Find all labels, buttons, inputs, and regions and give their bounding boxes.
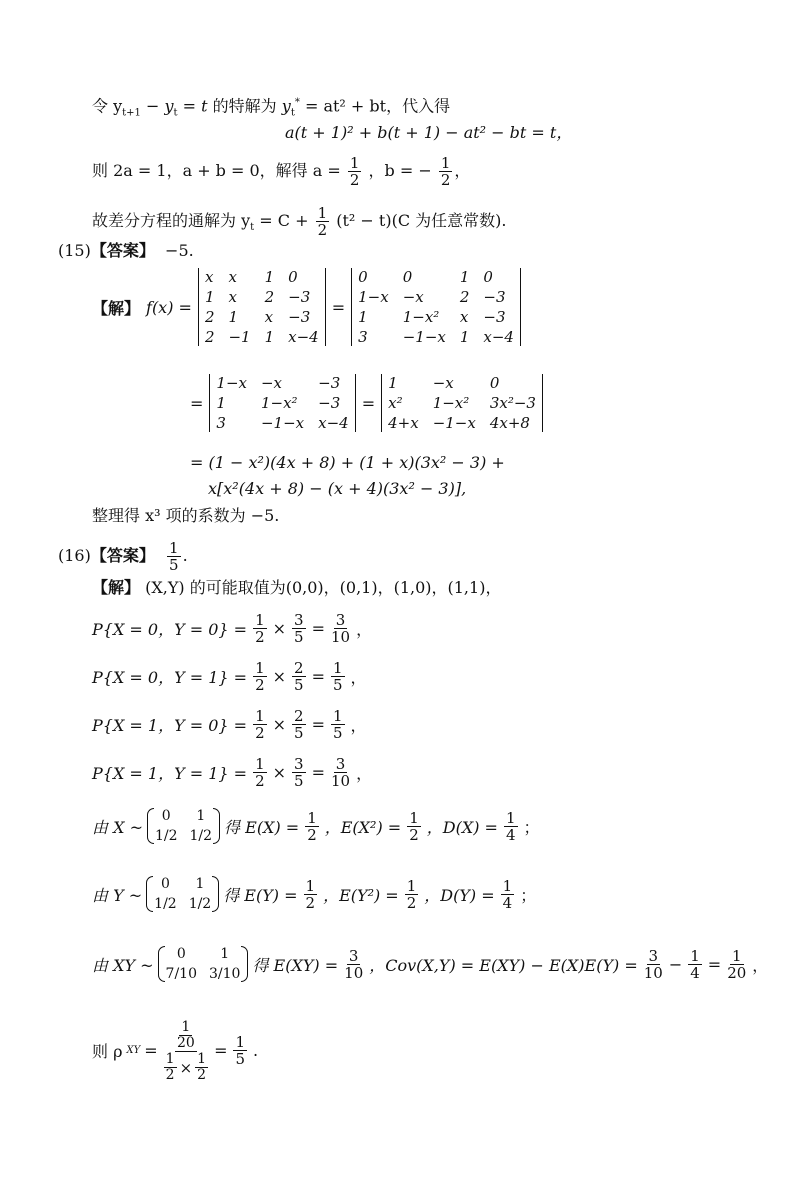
- diff-general-line: 故差分方程的通解为 $y_t = C$ + $\frac{1}{2}$ (t² − t)(C 为任意常数).: [92, 204, 507, 239]
- determinant-entry: x−4: [288, 328, 319, 346]
- determinant-entry: 0: [358, 268, 368, 286]
- fraction: $\frac{2}{5}$: [294, 707, 304, 742]
- fraction: $\frac{1}{2}$: [255, 755, 265, 790]
- probability-row: [92, 660, 367, 693]
- probability-row: [92, 756, 372, 789]
- probability-row: [92, 612, 372, 645]
- comma: ，: [350, 716, 367, 735]
- q15-expand-line2: x[x²(4x + 8) − (x + 4)(3x² − 3)],: [208, 479, 467, 498]
- equals: =: [190, 393, 204, 413]
- determinant-3x3-b: [381, 374, 543, 432]
- text: 得 E(XY) =: [252, 955, 339, 975]
- equals: =: [331, 297, 346, 317]
- fraction: $\frac{3}{10}$: [331, 755, 351, 790]
- fraction: $\frac{1}{2}$: [406, 876, 417, 912]
- q16-values-line: [92, 577, 501, 599]
- text: 由 XY ~: [92, 955, 154, 975]
- diff-intro-line: 令 $y_{t+1} - y_t = t$ 的特解为 $y_t^* = at^2$ + bt，代入得: [92, 96, 451, 119]
- determinant-entry: x: [204, 268, 214, 286]
- determinant-entry: 2: [204, 328, 215, 346]
- determinant-entry: 0: [288, 268, 298, 286]
- q15-expand-line1: = (1 − x²)(4x + 8) + (1 + x)(3x² − 3) +: [190, 453, 505, 472]
- equals: =: [144, 1041, 158, 1060]
- text: (X,Y) 的可能取值为(0,0)，(0,1)，(1,0)，(1,1)，: [145, 578, 502, 597]
- fraction: $\frac{1}{2}$: [305, 876, 316, 912]
- fraction: $\frac{3}{10}$: [344, 946, 364, 982]
- determinant-entry: x²: [388, 394, 403, 412]
- rho-line: [92, 1018, 258, 1083]
- answer-label: 【答案】: [90, 241, 155, 260]
- equals: =: [311, 667, 325, 686]
- determinant-entry: 1: [358, 308, 368, 326]
- determinant-entry: 1: [264, 328, 275, 346]
- fraction: $\frac{1}{4}$: [690, 946, 700, 982]
- determinant-entry: 1−x²: [260, 394, 298, 412]
- fraction: $\frac{1}{2}$: [349, 154, 360, 189]
- fraction: $\frac{2}{5}$: [294, 659, 304, 694]
- fraction: $\frac{1}{2}$: [440, 154, 451, 189]
- function-label: f(x) =: [146, 297, 192, 317]
- q15-solution-row2: [190, 374, 543, 432]
- solution-label: 【解】: [92, 298, 141, 318]
- probability-lhs: P{X = 0，Y = 1} =: [92, 668, 248, 687]
- determinant-entry: −x: [432, 374, 454, 392]
- xy-distribution-line: 由 XY ~ 0 1 7/10 3/10 得 E(XY) = $\frac{3}{10}$ ，Cov(X,Y) = E(XY) − E(X)E(Y) = $\frac{3}{10}$ − $\frac{1}{4}$ = $\frac{1}{20}$ ，: [92, 946, 769, 982]
- determinant-entry: x: [264, 308, 274, 326]
- text: ，D(Y) =: [424, 885, 495, 905]
- fraction: $\frac{1}{5}$: [333, 659, 343, 694]
- fraction: $\frac{1}{5}$: [235, 1033, 246, 1068]
- text: ；: [520, 885, 537, 905]
- text: ，Cov(X,Y) = E(XY) − E(X)E(Y) =: [369, 955, 638, 975]
- determinant-4x4-b: [351, 268, 521, 346]
- text: 则 2a = 1，a + b = 0，解得 a =: [92, 161, 341, 180]
- determinant-entry: −x: [402, 288, 424, 306]
- determinant-entry: 1−x²: [432, 394, 470, 412]
- fraction: $\frac{3}{10}$: [643, 946, 663, 982]
- determinant-entry: −x: [260, 374, 283, 392]
- fraction: $\frac{1}{2}$: [255, 659, 265, 694]
- equals: =: [361, 393, 376, 413]
- fraction: $\frac{3}{5}$: [294, 611, 304, 646]
- determinant-entry: 2: [459, 288, 470, 306]
- y-distribution-line: [92, 876, 536, 912]
- x-distribution-line: [92, 808, 540, 844]
- determinant-entry: 1: [459, 328, 470, 346]
- subscript: XY: [126, 1045, 141, 1056]
- times: ×: [272, 619, 287, 638]
- probability-lhs: P{X = 1，Y = 1} =: [92, 764, 248, 783]
- determinant-entry: 1−x: [216, 374, 247, 392]
- determinant-entry: 1−x: [358, 288, 389, 306]
- times: ×: [272, 715, 287, 734]
- comma: ，: [356, 620, 373, 639]
- equals: =: [311, 619, 325, 638]
- determinant-entry: 1: [216, 394, 226, 412]
- answer-label: 【答案】: [90, 546, 155, 565]
- fraction: $\frac{3}{10}$: [331, 611, 351, 646]
- diff-solve-line: 则 2a = 1，a + b = 0，解得 a = $\frac{1}{2}$ ，b = − $\frac{1}{2}$ ，: [92, 154, 471, 189]
- determinant-entry: 0: [489, 374, 500, 392]
- probability-row: [92, 708, 367, 741]
- equals: =: [311, 715, 325, 734]
- text: ，E(X²) =: [324, 817, 402, 837]
- fraction: $\frac{1}{20}$: [727, 946, 747, 982]
- text: ，b = −: [368, 161, 432, 180]
- fraction: $\frac{1}{2}$: [409, 808, 419, 844]
- subscript: t+1: [122, 107, 141, 119]
- text: ，E(Y²) =: [323, 885, 399, 905]
- determinant-entry: x: [228, 288, 237, 306]
- question-number: (15): [58, 241, 91, 260]
- answer-fraction: $\frac{1}{5}$: [169, 539, 179, 574]
- determinant-entry: 3: [216, 414, 226, 432]
- equals: =: [214, 1041, 228, 1060]
- times: ×: [272, 667, 287, 686]
- determinant-entry: x−4: [483, 328, 514, 346]
- determinant-entry: 1: [228, 308, 239, 326]
- text: 由 X ~: [92, 817, 143, 837]
- text: 故差分方程的通解为 y: [92, 211, 251, 230]
- fraction: $\frac{1}{2}$: [255, 707, 265, 742]
- determinant-entry: 1−x²: [402, 308, 440, 326]
- fraction: $\frac{1}{4}$: [502, 876, 513, 912]
- fraction: $\frac{1}{4}$: [505, 808, 516, 844]
- text: −: [668, 954, 683, 974]
- determinant-entry: x: [459, 308, 469, 326]
- q16-answer-line: (16)【答案】 $\frac{1}{5}$ .: [58, 539, 188, 574]
- determinant-entry: −3: [318, 374, 341, 392]
- correlation-fraction: $\frac{1}{20}$ $\frac{1}{2}$ × $\frac{1}{2}$: [165, 1019, 207, 1083]
- equals: =: [311, 763, 325, 782]
- text: ，: [752, 955, 769, 975]
- answer-value: −5.: [165, 241, 194, 260]
- comma: ，: [350, 668, 367, 687]
- text: = at² + bt，代入得: [304, 96, 451, 116]
- determinant-entry: 2: [204, 308, 215, 326]
- text: ，D(X) =: [426, 817, 498, 837]
- determinant-entry: x−4: [318, 414, 349, 432]
- determinant-entry: 2: [264, 288, 275, 306]
- xy-distribution-matrix: 0 1 7/10 3/10: [158, 946, 249, 982]
- determinant-entry: −3: [483, 308, 506, 326]
- text: (t² − t)(C 为任意常数).: [336, 211, 507, 230]
- q15-answer-line: [58, 240, 194, 262]
- determinant-entry: −3: [288, 308, 311, 326]
- determinant-entry: −1−x: [260, 414, 305, 432]
- diff-substitute-eq: a(t + 1)² + b(t + 1) − at² − bt = t，: [285, 123, 573, 142]
- probability-lhs: P{X = 0，Y = 0} =: [92, 620, 248, 639]
- y-distribution-matrix: 0 1 1/2 1/2: [146, 876, 219, 912]
- determinant-entry: 1: [264, 268, 275, 286]
- determinant-entry: 0: [483, 268, 493, 286]
- text: 由 Y ~: [92, 885, 143, 905]
- solution-label: 【解】: [92, 578, 141, 597]
- determinant-entry: −3: [318, 394, 341, 412]
- determinant-entry: −1−x: [432, 414, 476, 432]
- text: 的特解为: [212, 96, 277, 116]
- text: .: [253, 1041, 259, 1060]
- q15-conclusion: 整理得 x³ 项的系数为 −5.: [92, 506, 280, 525]
- determinant-entry: −1: [228, 328, 251, 346]
- text: 得 E(Y) =: [223, 885, 298, 905]
- text: = C +: [259, 211, 309, 230]
- determinant-3x3-a: [209, 374, 355, 432]
- determinant-entry: 1: [388, 374, 398, 392]
- determinant-entry: −3: [483, 288, 506, 306]
- question-number: (16): [58, 546, 91, 565]
- text: ；: [523, 817, 540, 837]
- text: 得 E(X) =: [224, 817, 300, 837]
- fraction: $\frac{1}{5}$: [333, 707, 343, 742]
- times: ×: [272, 763, 287, 782]
- determinant-entry: x: [228, 268, 237, 286]
- fraction: $\frac{3}{5}$: [294, 755, 304, 790]
- fraction: $\frac{1}{2}$: [307, 808, 317, 844]
- determinant-entry: 0: [402, 268, 413, 286]
- determinant-entry: −3: [288, 288, 311, 306]
- fraction: $\frac{1}{2}$: [255, 611, 265, 646]
- fraction: $\frac{1}{2}$: [317, 204, 328, 239]
- determinant-entry: 3x²−3: [489, 394, 536, 412]
- determinant-entry: 4+x: [388, 414, 419, 432]
- determinant-entry: 3: [358, 328, 368, 346]
- text: 令 y: [92, 96, 123, 116]
- probability-lhs: P{X = 1，Y = 0} =: [92, 716, 248, 735]
- text: 则 ρ: [92, 1042, 123, 1061]
- subscript: t: [173, 107, 178, 119]
- determinant-4x4-a: [198, 268, 326, 346]
- determinant-entry: 1: [459, 268, 470, 286]
- determinant-entry: −1−x: [402, 328, 446, 346]
- determinant-entry: 4x+8: [489, 414, 530, 432]
- comma: ，: [356, 764, 373, 783]
- determinant-entry: 1: [204, 288, 215, 306]
- q15-solution-row1: [92, 268, 521, 346]
- x-distribution-matrix: 0 1 1/2 1/2: [147, 808, 220, 844]
